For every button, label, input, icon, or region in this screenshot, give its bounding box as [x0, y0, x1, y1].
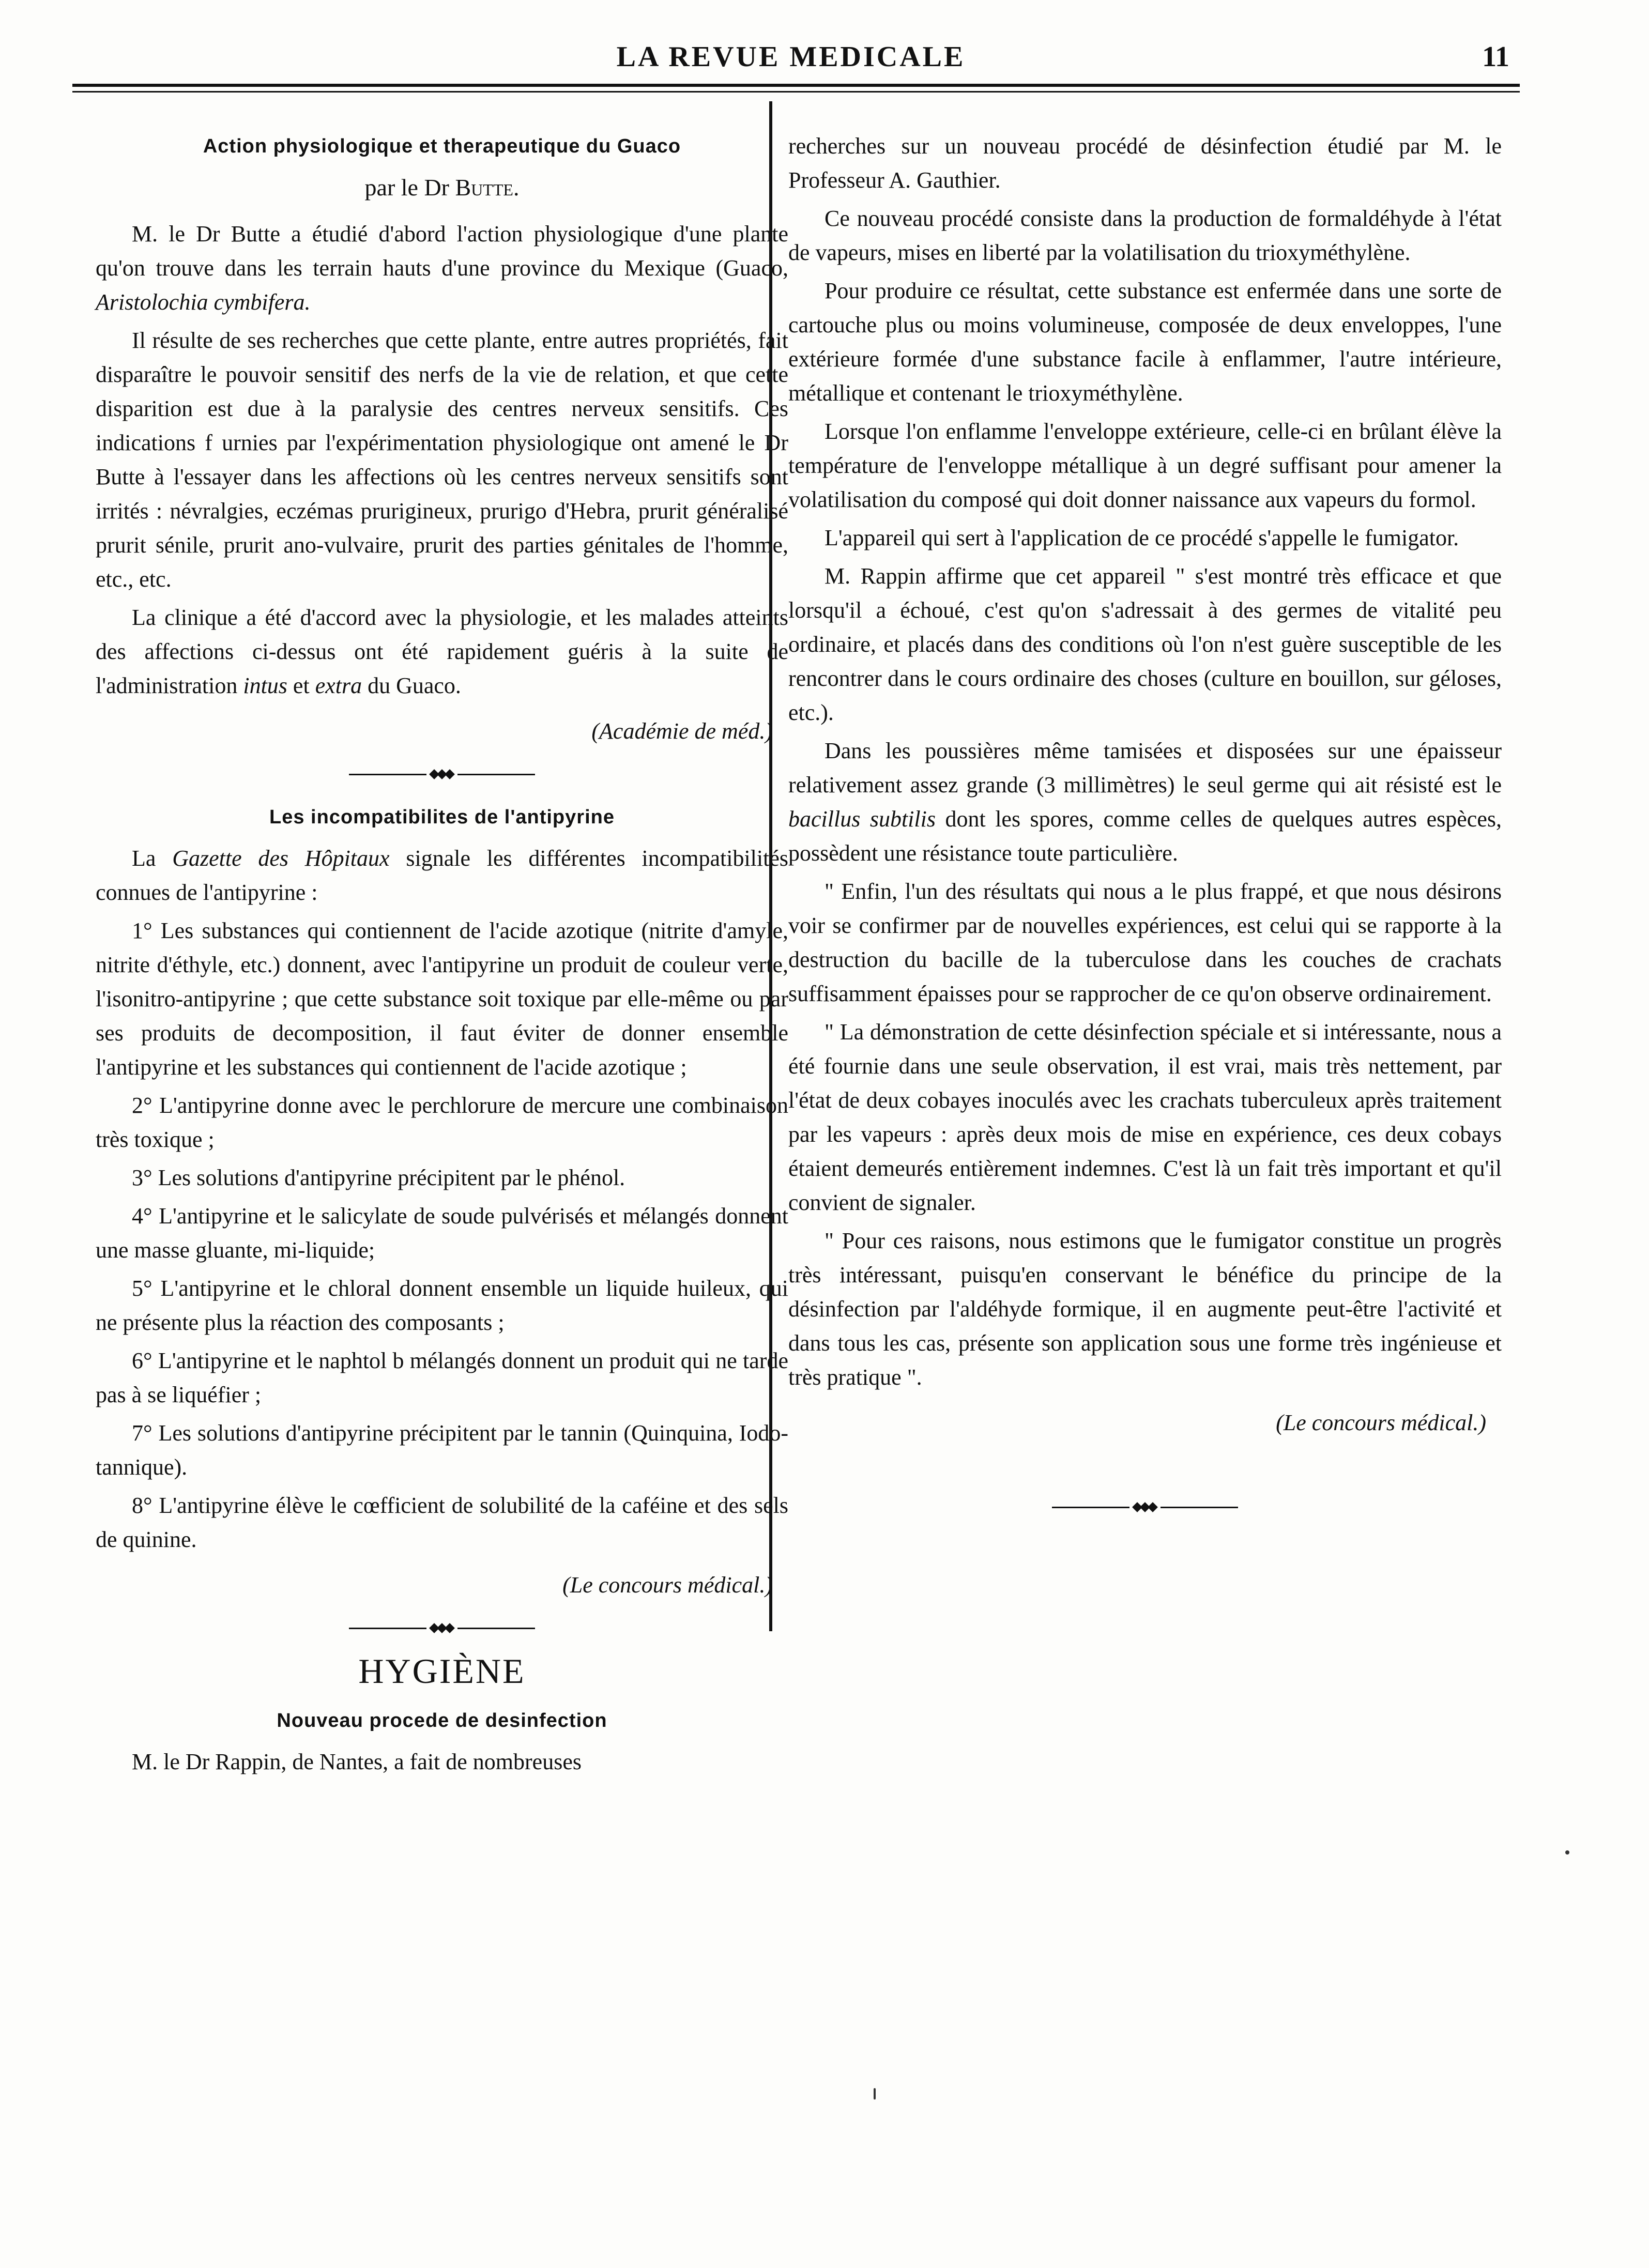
byline-name: Butte. — [455, 174, 520, 201]
guaco-source: (Académie de méd.) — [591, 718, 773, 744]
print-speck — [1565, 1850, 1569, 1855]
guaco-paragraph-2: Il résulte de ses recherches que cette plante, entre autres propriétés, fait disparaître le pouvoir sensitif des nerfs de la vie de relation, et que cette disparition est due à la paralysie des centres nerveux sensitifs. Ces indications f urnies par l'expérimentation physiologique ont amené le Dr Butte à l'essayer dans les affections où les centres nerveux sensitifs sont irrités : névralgies, eczémas prurigineux, prurigo d'Hebra, prurit généralisé prurit sénile, prurit ano-vulvaire, prurit des parties génitales de l'homme, etc., etc. — [96, 328, 788, 592]
right-paragraph-2: Ce nouveau procédé consiste dans la production de formaldéhyde à l'état de vapeurs, mises en liberté par la volatilisation du trioxyméthylène. — [788, 206, 1502, 265]
right-p7-text: Dans les poussières même tamisées et disposées sur une épaisseur relativement assez grande (3 millimètres) le seul germe qui ait résisté est le — [788, 738, 1502, 798]
antipyrine-intro-rest: signale les différentes incompatibilités connues de l'antipyrine : — [96, 846, 789, 905]
section-ornament — [349, 769, 535, 779]
guaco-p3-mid: et — [293, 673, 310, 698]
antipyrine-item-3: 3° Les solutions d'antipyrine précipitent par le phénol. — [132, 1165, 625, 1190]
section-ornament — [349, 1623, 535, 1633]
antipyrine-item-1: 1° Les substances qui contiennent de l'acide azotique (nitrite d'amyle, nitrite d'éthyle, etc.) donnent, avec l'antipyrine un produit de couleur verte, l'isonitro-antipyrine ; que cette substance soit toxique par elle-même ou par ses produits de decomposition, il faut éviter de donner ensemble l'antipyrine et les substances qui contiennent de l'acide azotique ; — [96, 918, 788, 1080]
header-rule-thin — [72, 91, 1520, 93]
end-ornament — [1052, 1502, 1238, 1512]
article-heading-guaco: Action physiologique et therapeutique du Guaco — [203, 135, 681, 157]
antipyrine-item-5: 5° L'antipyrine et le chloral donnent ensemble un liquide huileux, qui ne présente plus la réaction des composants ; — [96, 1276, 788, 1335]
header-rule-thick — [72, 84, 1520, 87]
desinfection-paragraph-1: M. le Dr Rappin, de Nantes, a fait de nombreuses — [132, 1749, 582, 1774]
guaco-paragraph-3 — [96, 601, 788, 703]
print-speck — [874, 2088, 876, 2100]
right-column — [788, 129, 1502, 1533]
right-paragraph-10: " Pour ces raisons, nous estimons que le fumigator constitue un progrès très intéressant, puisqu'en conservant le bénéfice du principe de la désinfection par l'aldéhyde formique, il en augmente peut-être l'activité et dans tous les cas, présente son application sous une forme très ingénieuse et très pratique ". — [788, 1228, 1502, 1390]
byline-butte — [96, 171, 788, 205]
antipyrine-intro-prefix: La — [132, 846, 156, 871]
guaco-p1-italic: Aristolochia cymbifera. — [96, 289, 311, 315]
guaco-p1-text: M. le Dr Butte a étudié d'abord l'action physiologique d'une plante qu'on trouve dans les terrain hauts d'une province du Mexique (Guaco, — [96, 221, 788, 281]
antipyrine-item-6: 6° L'antipyrine et le naphtol b mélangés donnent un produit qui ne tarde pas à se liquéfier ; — [96, 1348, 788, 1407]
guaco-p3-text: La clinique a été d'accord avec la physiologie, et les malades atteints des affections ci-dessus ont été rapidement guéris à la suite de l'administration — [96, 605, 788, 698]
right-paragraph-4: Lorsque l'on enflamme l'enveloppe extérieure, celle-ci en brûlant élève la température de l'enveloppe métallique à un degré suffisant pour amener la volatilisation du composé qui doit donner naissance aux vapeurs du formol. — [788, 419, 1502, 512]
right-p7-end: dont les spores, comme celles de quelques autres espèces, possèdent une résistance toute particulière. — [788, 806, 1502, 866]
right-paragraph-1: recherches sur un nouveau procédé de désinfection étudié par M. le Professeur A. Gauthier. — [788, 133, 1502, 193]
antipyrine-item-4: 4° L'antipyrine et le salicylate de soude pulvérisés et mélangés donnent une masse gluante, mi-liquide; — [96, 1203, 788, 1263]
guaco-p3-end: du Guaco. — [368, 673, 461, 698]
right-paragraph-6: M. Rappin affirme que cet appareil " s'est montré très efficace et que lorsqu'il a échoué, c'est qu'on s'adressait à des germes de vitalité peu ordinaire, et placés dans des conditions où l'on n'est guère susceptible de les rencontrer dans le cours ordinaire des choses (culture en bouillon, sur géloses, etc.). — [788, 563, 1502, 725]
left-column — [96, 129, 788, 1783]
antipyrine-item-2: 2° L'antipyrine donne avec le perchlorure de mercure une combinaison très toxique ; — [96, 1093, 788, 1152]
right-paragraph-9: " La démonstration de cette désinfection spéciale et si intéressante, nous a été fournie dans une seule observation, il est vrai, mais très nettement, par l'état de deux cobayes inoculés avec les crachats tuberculeux après traitement par les vapeurs : après deux mois de mise en expérience, ces deux cobays étaient demeurés entièrement indemnes. C'est là un fait très important et qu'il convient de signaler. — [788, 1019, 1502, 1215]
hygiene-section-title: HYGIÈNE — [358, 1651, 526, 1691]
guaco-p3-intus: intus — [243, 673, 287, 698]
antipyrine-item-8: 8° L'antipyrine élève le cœfficient de solubilité de la caféine et des sels de quinine. — [96, 1493, 788, 1552]
guaco-paragraph-1 — [96, 217, 788, 319]
antipyrine-intro — [96, 841, 788, 910]
right-source: (Le concours médical.) — [1276, 1410, 1486, 1435]
page-number: 11 — [1482, 41, 1509, 73]
byline-prefix: par le Dr — [364, 174, 450, 201]
article-heading-antipyrine: Les incompatibilites de l'antipyrine — [269, 806, 615, 828]
journal-title: LA REVUE MEDICALE — [616, 41, 966, 73]
running-head — [72, 40, 1509, 76]
right-paragraph-8: " Enfin, l'un des résultats qui nous a le plus frappé, et que nous désirons voir se confirmer par de nouvelles expériences, est celui qui se rapporte à la destruction du bacille de la tuberculose dans les couches de crachats suffisamment épaisses pour se rapprocher de ce qu'on observe ordinairement. — [788, 879, 1502, 1006]
right-p7-italic: bacillus subtilis — [788, 806, 936, 832]
right-paragraph-5: L'appareil qui sert à l'application de ce procédé s'appelle le fumigator. — [825, 525, 1459, 550]
right-paragraph-3: Pour produire ce résultat, cette substance est enfermée dans une sorte de cartouche plus ou moins volumineuse, composée de deux enveloppes, l'une extérieure formée d'une substance facile à enflammer, l'autre intérieure, métallique et contenant le trioxyméthylène. — [788, 278, 1502, 406]
article-heading-desinfection: Nouveau procede de desinfection — [277, 1710, 607, 1731]
right-paragraph-7 — [788, 734, 1502, 870]
antipyrine-item-7: 7° Les solutions d'antipyrine précipitent par le tannin (Quinquina, Iodo-tannique). — [96, 1420, 788, 1480]
antipyrine-intro-italic: Gazette des Hôpitaux — [172, 846, 390, 871]
guaco-p3-extra: extra — [315, 673, 362, 698]
antipyrine-source: (Le concours médical.) — [562, 1572, 773, 1598]
